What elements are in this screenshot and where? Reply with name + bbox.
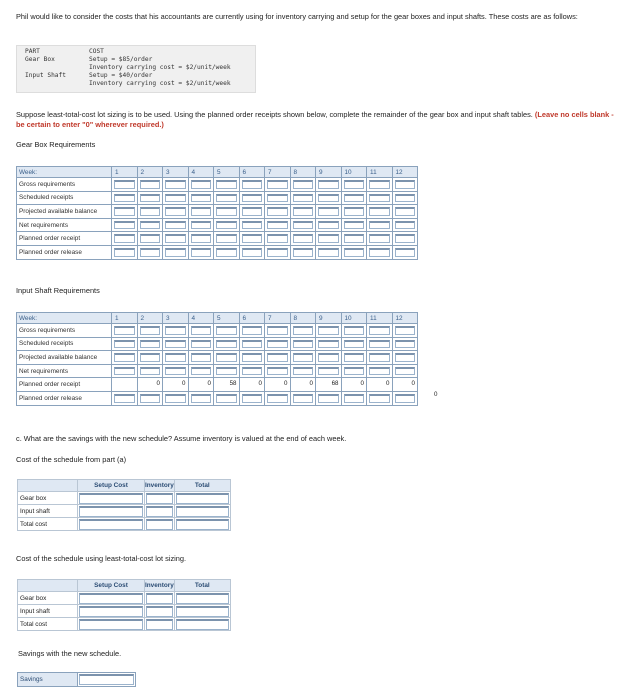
input-shaft-cell-input[interactable] (242, 367, 263, 376)
input-shaft-receipt-value: 0 (156, 380, 160, 388)
cost-b-total-inventory-input[interactable] (146, 619, 173, 630)
input-shaft-week-4: 4 (188, 313, 214, 324)
input-shaft-cell-input[interactable] (293, 340, 314, 349)
input-shaft-cell-input[interactable] (165, 394, 186, 403)
input-shaft-cell-input[interactable] (369, 326, 390, 335)
cost-a-gearbox-inventory-input[interactable] (146, 493, 173, 504)
gear-box-cell-input[interactable] (369, 207, 390, 216)
input-shaft-cell-input[interactable] (216, 353, 237, 362)
gear-box-cell-input[interactable] (344, 248, 365, 257)
gear-box-week-7: 7 (265, 167, 291, 178)
input-shaft-week-label: Week: (17, 313, 112, 324)
cost-b-header-total: Total (174, 580, 230, 592)
input-shaft-cell-input[interactable] (293, 367, 314, 376)
gear-box-cell-input[interactable] (293, 180, 314, 189)
gear-box-cell-input[interactable] (216, 194, 237, 203)
gear-box-cell-input[interactable] (216, 207, 237, 216)
gear-box-cell-input[interactable] (242, 180, 263, 189)
savings-input[interactable] (79, 674, 134, 685)
table-row (17, 391, 418, 405)
input-shaft-cell-input[interactable] (140, 326, 161, 335)
input-shaft-week-11: 11 (367, 313, 393, 324)
gear-box-cell-input[interactable] (242, 207, 263, 216)
gear-box-cell-input[interactable] (114, 248, 135, 257)
cost-b-total-setup-input[interactable] (79, 619, 143, 630)
cost-b-row-gearbox: Gear box (18, 592, 78, 605)
table-row (17, 205, 418, 219)
input-shaft-cell-input[interactable] (140, 394, 161, 403)
input-shaft-cell-input[interactable] (369, 367, 390, 376)
gear-box-cell-input[interactable] (369, 248, 390, 257)
input-shaft-cell-input[interactable] (191, 353, 212, 362)
gear-box-cell-input[interactable] (242, 221, 263, 230)
input-shaft-receipt-value: 0 (386, 380, 390, 388)
input-shaft-cell-input[interactable] (165, 367, 186, 376)
gear-box-week-8: 8 (290, 167, 316, 178)
table-row (17, 364, 418, 378)
input-shaft-cell-input[interactable] (114, 340, 135, 349)
cost-gearbox-setup: Setup = $85/order (89, 56, 153, 63)
gear-box-week-10: 10 (341, 167, 367, 178)
gear-box-cell-input[interactable] (242, 248, 263, 257)
instructions-body: Suppose least-total-cost lot sizing is to be used. Using the planned order receipts shown below, complete the remainder of the gear box and input shaft tables. (16, 110, 533, 119)
gear-box-row-label: Net requirements (17, 218, 112, 232)
input-shaft-receipt-value: 0 (309, 380, 313, 388)
gear-box-cell-input[interactable] (165, 221, 186, 230)
cost-a-row-total: Total cost (18, 518, 78, 531)
cost-b-gearbox-inventory-input[interactable] (146, 593, 173, 604)
cost-a-label: Cost of the schedule from part (a) (16, 455, 127, 464)
input-shaft-table (16, 312, 418, 406)
gear-box-cell-input[interactable] (165, 207, 186, 216)
gear-box-cell-input[interactable] (165, 194, 186, 203)
gear-box-cell-input[interactable] (114, 180, 135, 189)
gear-box-week-3: 3 (163, 167, 189, 178)
gear-box-week-5: 5 (214, 167, 240, 178)
gear-box-cell-input[interactable] (140, 180, 161, 189)
cost-b-total-total-input[interactable] (176, 619, 229, 630)
input-shaft-week-12: 12 (392, 313, 418, 324)
gear-box-cell-input[interactable] (216, 234, 237, 243)
cost-a-inputshaft-inventory-input[interactable] (146, 506, 173, 517)
cost-table (16, 45, 256, 93)
gear-box-cell-input[interactable] (140, 194, 161, 203)
gear-box-cell-input[interactable] (369, 221, 390, 230)
input-shaft-cell-input[interactable] (242, 340, 263, 349)
input-shaft-week-9: 9 (316, 313, 342, 324)
gear-box-cell-input[interactable] (395, 248, 416, 257)
gear-box-cell-input[interactable] (344, 234, 365, 243)
input-shaft-cell-input[interactable] (318, 353, 339, 362)
gear-box-cell-input[interactable] (293, 194, 314, 203)
gear-box-cell-input[interactable] (191, 194, 212, 203)
input-shaft-cell-input[interactable] (114, 353, 135, 362)
cost-header-cost: COST (89, 48, 104, 55)
gear-box-cell-input[interactable] (165, 234, 186, 243)
cost-b-row-inputshaft: Input shaft (18, 605, 78, 618)
cost-a-gearbox-setup-input[interactable] (79, 493, 143, 504)
gear-box-cell-input[interactable] (216, 248, 237, 257)
cost-b-inputshaft-setup-input[interactable] (79, 606, 143, 617)
input-shaft-cell-input[interactable] (395, 340, 416, 349)
gear-box-cell-input[interactable] (191, 248, 212, 257)
table-row (17, 351, 418, 365)
cost-b-inputshaft-inventory-input[interactable] (146, 606, 173, 617)
gear-box-cell-input[interactable] (293, 234, 314, 243)
cost-a-inputshaft-total-input[interactable] (176, 506, 229, 517)
gear-box-cell-input[interactable] (318, 248, 339, 257)
gear-box-cell-input[interactable] (369, 234, 390, 243)
gear-box-row-label: Scheduled receipts (17, 191, 112, 205)
gear-box-row-label: Projected available balance (17, 205, 112, 219)
cost-a-header-total: Total (174, 480, 230, 492)
cost-inputshaft-setup: Setup = $40/order (89, 72, 153, 79)
gear-box-cell-input[interactable] (242, 194, 263, 203)
input-shaft-receipt-value: 0 (411, 380, 415, 388)
cost-a-total-setup-input[interactable] (79, 519, 143, 530)
gear-box-cell-input[interactable] (395, 180, 416, 189)
gear-box-cell-input[interactable] (267, 207, 288, 216)
input-shaft-cell-input[interactable] (344, 367, 365, 376)
gear-box-cell-input[interactable] (318, 180, 339, 189)
input-shaft-cell-input[interactable] (242, 326, 263, 335)
savings-table (17, 672, 136, 687)
gear-box-cell-input[interactable] (395, 221, 416, 230)
gear-box-cell-input[interactable] (140, 221, 161, 230)
gear-box-cell-input[interactable] (191, 221, 212, 230)
input-shaft-week-2: 2 (137, 313, 163, 324)
input-shaft-cell-input[interactable] (293, 353, 314, 362)
gear-box-cell-input[interactable] (395, 207, 416, 216)
input-shaft-row-label: Projected available balance (17, 351, 112, 365)
cost-a-gearbox-total-input[interactable] (176, 493, 229, 504)
input-shaft-receipt-value: 0 (182, 380, 186, 388)
input-shaft-cell-input[interactable] (216, 326, 237, 335)
input-shaft-row-label: Scheduled receipts (17, 337, 112, 351)
gear-box-cell-input[interactable] (318, 234, 339, 243)
input-shaft-cell-input[interactable] (191, 367, 212, 376)
input-shaft-cell-input[interactable] (165, 353, 186, 362)
gear-box-week-6: 6 (239, 167, 265, 178)
cost-a-table (17, 479, 231, 531)
cost-part-inputshaft: Input Shaft (25, 72, 66, 79)
gear-box-cell-input[interactable] (216, 221, 237, 230)
gear-box-row-label: Gross requirements (17, 178, 112, 192)
input-shaft-cell-input[interactable] (369, 340, 390, 349)
input-shaft-cell-input[interactable] (344, 394, 365, 403)
cost-a-row-inputshaft: Input shaft (18, 505, 78, 518)
gear-box-cell-input[interactable] (293, 221, 314, 230)
gear-box-cell-input[interactable] (267, 248, 288, 257)
input-shaft-receipt-value: 0 (284, 380, 288, 388)
gear-box-cell-input[interactable] (267, 221, 288, 230)
input-shaft-cell-input[interactable] (369, 394, 390, 403)
input-shaft-cell-input[interactable] (140, 367, 161, 376)
gear-box-cell-input[interactable] (344, 221, 365, 230)
gear-box-cell-input[interactable] (344, 194, 365, 203)
table-row (17, 324, 418, 338)
gear-box-cell-input[interactable] (318, 221, 339, 230)
gear-box-cell-input[interactable] (191, 180, 212, 189)
input-shaft-cell-input[interactable] (344, 340, 365, 349)
gear-box-cell-input[interactable] (369, 194, 390, 203)
input-shaft-cell-input[interactable] (369, 353, 390, 362)
input-shaft-cell-input[interactable] (267, 326, 288, 335)
gear-box-week-12: 12 (392, 167, 418, 178)
input-shaft-cell-input[interactable] (293, 394, 314, 403)
gear-box-cell-input[interactable] (318, 194, 339, 203)
input-shaft-week-10: 10 (341, 313, 367, 324)
input-shaft-cell-input[interactable] (318, 367, 339, 376)
cost-b-inputshaft-total-input[interactable] (176, 606, 229, 617)
gear-box-cell-input[interactable] (114, 207, 135, 216)
input-shaft-cell-input[interactable] (114, 367, 135, 376)
input-shaft-cell-input[interactable] (191, 326, 212, 335)
gear-box-week-9: 9 (316, 167, 342, 178)
savings-label: Savings with the new schedule. (18, 649, 122, 658)
input-shaft-row-label: Planned order receipt (17, 378, 112, 392)
cost-part-gearbox: Gear Box (25, 56, 55, 63)
instructions-text (16, 110, 616, 129)
input-shaft-cell-input[interactable] (242, 394, 263, 403)
cost-gearbox-carry: Inventory carrying cost = $2/unit/week (89, 64, 231, 71)
input-shaft-cell-input[interactable] (140, 340, 161, 349)
input-shaft-cell-input[interactable] (318, 326, 339, 335)
input-shaft-cell-input[interactable] (140, 353, 161, 362)
gear-box-row-label: Planned order receipt (17, 232, 112, 246)
input-shaft-week-6: 6 (239, 313, 265, 324)
input-shaft-cell-input[interactable] (216, 367, 237, 376)
gear-box-cell-input[interactable] (344, 180, 365, 189)
input-shaft-cell-input[interactable] (267, 340, 288, 349)
cost-a-header-inventory: Inventory (145, 480, 175, 492)
table-row (17, 337, 418, 351)
gear-box-cell-input[interactable] (267, 234, 288, 243)
gear-box-cell-input[interactable] (395, 194, 416, 203)
input-shaft-cell-input[interactable] (191, 340, 212, 349)
gear-box-cell-input[interactable] (114, 221, 135, 230)
gear-box-cell-input[interactable] (267, 194, 288, 203)
cost-a-row-gearbox: Gear box (18, 492, 78, 505)
gear-box-cell-input[interactable] (140, 248, 161, 257)
intro-text: Phil would like to consider the costs that his accountants are currently using for inventory carrying and setup for the gear boxes and input shafts. These costs are as follows: (16, 12, 578, 21)
input-shaft-cell-input[interactable] (344, 326, 365, 335)
gear-box-cell-input[interactable] (191, 234, 212, 243)
input-shaft-cell-input[interactable] (267, 353, 288, 362)
input-shaft-row-label: Net requirements (17, 364, 112, 378)
gear-box-cell-input[interactable] (191, 207, 212, 216)
gear-box-table (16, 166, 418, 260)
table-row (17, 178, 418, 192)
input-shaft-cell-input[interactable] (395, 394, 416, 403)
gear-box-cell-input[interactable] (140, 234, 161, 243)
gear-box-cell-input[interactable] (293, 248, 314, 257)
input-shaft-cell-input[interactable] (267, 367, 288, 376)
gear-box-week-4: 4 (188, 167, 214, 178)
part-c-question: c. What are the savings with the new schedule? Assume inventory is valued at the end of each week. (16, 434, 347, 443)
input-shaft-row-label: Gross requirements (17, 324, 112, 338)
input-shaft-cell-input[interactable] (318, 394, 339, 403)
input-shaft-week-8: 8 (290, 313, 316, 324)
gear-box-week-2: 2 (137, 167, 163, 178)
input-shaft-row-label: Planned order release (17, 391, 112, 405)
cost-header-part: PART (25, 48, 40, 55)
input-shaft-receipt-w12-extra: 0 (434, 391, 438, 398)
gear-box-cell-input[interactable] (140, 207, 161, 216)
gear-box-week-11: 11 (367, 167, 393, 178)
gear-box-cell-input[interactable] (165, 248, 186, 257)
input-shaft-week-5: 5 (214, 313, 240, 324)
input-shaft-cell-input[interactable] (395, 367, 416, 376)
input-shaft-cell-input[interactable] (395, 326, 416, 335)
gear-box-cell-input[interactable] (267, 180, 288, 189)
input-shaft-receipt-value: 0 (207, 380, 211, 388)
input-shaft-cell-input[interactable] (267, 394, 288, 403)
gear-box-week-label: Week: (17, 167, 112, 178)
input-shaft-cell-input[interactable] (395, 353, 416, 362)
table-row (17, 245, 418, 259)
cost-b-label: Cost of the schedule using least-total-cost lot sizing. (16, 554, 187, 563)
input-shaft-cell-input[interactable] (216, 394, 237, 403)
instructions-warning: (Leave no cells blank - be certain to enter "0" wherever required.) (16, 110, 614, 129)
input-shaft-title: Input Shaft Requirements (16, 286, 100, 295)
gear-box-cell-input[interactable] (242, 234, 263, 243)
gear-box-cell-input[interactable] (293, 207, 314, 216)
cost-b-gearbox-setup-input[interactable] (79, 593, 143, 604)
gear-box-cell-input[interactable] (165, 180, 186, 189)
input-shaft-cell-input[interactable] (216, 340, 237, 349)
input-shaft-week-3: 3 (163, 313, 189, 324)
input-shaft-receipt-value: 58 (229, 380, 237, 388)
table-row (17, 218, 418, 232)
input-shaft-cell-input[interactable] (318, 340, 339, 349)
cost-b-row-total: Total cost (18, 618, 78, 631)
gear-box-cell-input[interactable] (395, 234, 416, 243)
gear-box-cell-input[interactable] (344, 207, 365, 216)
gear-box-cell-input[interactable] (318, 207, 339, 216)
gear-box-cell-input[interactable] (369, 180, 390, 189)
input-shaft-cell-input[interactable] (165, 326, 186, 335)
savings-field-label: Savings (18, 673, 78, 687)
table-row (17, 191, 418, 205)
input-shaft-week-7: 7 (265, 313, 291, 324)
cost-b-table (17, 579, 231, 631)
input-shaft-cell-input[interactable] (165, 340, 186, 349)
cost-inputshaft-carry: Inventory carrying cost = $2/unit/week (89, 80, 231, 87)
gear-box-week-1: 1 (112, 167, 138, 178)
gear-box-cell-input[interactable] (114, 234, 135, 243)
gear-box-title: Gear Box Requirements (16, 140, 96, 149)
input-shaft-cell-input[interactable] (114, 326, 135, 335)
gear-box-cell-input[interactable] (216, 180, 237, 189)
input-shaft-receipt-value: 0 (360, 380, 364, 388)
input-shaft-receipt-value: 68 (331, 380, 339, 388)
cost-a-header-setup: Setup Cost (78, 480, 145, 492)
table-row (17, 232, 418, 246)
input-shaft-cell-input[interactable] (242, 353, 263, 362)
input-shaft-cell-input[interactable] (191, 394, 212, 403)
input-shaft-cell-input[interactable] (344, 353, 365, 362)
cost-a-total-total-input[interactable] (176, 519, 229, 530)
cost-b-header-setup: Setup Cost (78, 580, 145, 592)
cost-a-inputshaft-setup-input[interactable] (79, 506, 143, 517)
cost-a-total-inventory-input[interactable] (146, 519, 173, 530)
input-shaft-week-1: 1 (112, 313, 138, 324)
input-shaft-receipt-value: 0 (258, 380, 262, 388)
input-shaft-cell-input[interactable] (114, 394, 135, 403)
gear-box-row-label: Planned order release (17, 245, 112, 259)
cost-b-gearbox-total-input[interactable] (176, 593, 229, 604)
gear-box-cell-input[interactable] (114, 194, 135, 203)
table-row (17, 378, 418, 392)
input-shaft-cell-input[interactable] (293, 326, 314, 335)
cost-b-header-inventory: Inventory (145, 580, 175, 592)
